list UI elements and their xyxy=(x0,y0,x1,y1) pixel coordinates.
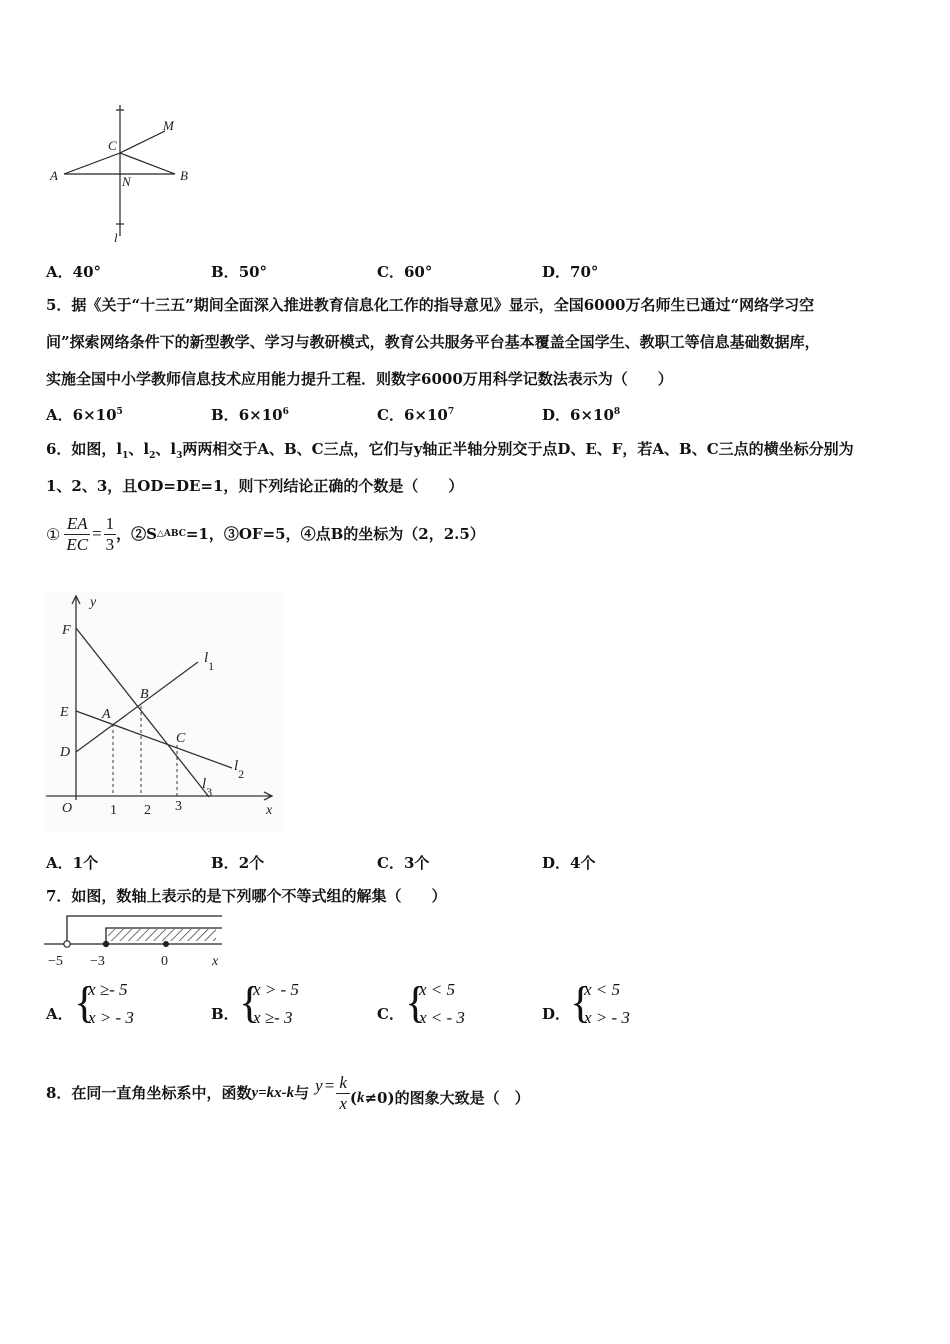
label-l3: $l_3$ xyxy=(202,776,213,799)
tick-1: 1 xyxy=(110,803,117,818)
q6-option-d[interactable]: D．4个 xyxy=(542,854,596,872)
label-l2: $l_2$ xyxy=(234,758,245,781)
label-minus5: −5 xyxy=(48,954,63,969)
label-f: F xyxy=(62,623,71,638)
q7-stem: 7．如图，数轴上表示的是下列哪个不等式组的解集（ ） xyxy=(46,887,447,905)
q4-option-b[interactable]: B．50° xyxy=(211,263,268,281)
q6-stem-line1: 6．如图，$l_1$、$l_2$、$l_3$两两相交于A、B、C三点，它们与y轴正半轴分别交于点D、E、F，若A、B、C三点的横坐标分别为 xyxy=(46,440,854,461)
q7-option-a[interactable]: A． { x ≥- 5 x > - 3 xyxy=(46,978,134,1027)
q6-stem-line2: 1、2、3，且OD=DE=1，则下列结论正确的个数是（ ） xyxy=(46,477,464,495)
fig4-ray-cm xyxy=(120,131,165,153)
q5-option-a[interactable]: A．$6\times 10^5$ xyxy=(46,406,123,424)
label-c: C xyxy=(176,731,186,746)
fig4-label-l: l xyxy=(114,230,118,245)
fig4-segment-cb xyxy=(120,153,175,174)
q6-option-b[interactable]: B．2个 xyxy=(211,854,265,872)
q6-option-a[interactable]: A．1个 xyxy=(46,854,99,872)
label-b: B xyxy=(140,687,149,702)
brace: { xyxy=(570,978,592,1027)
label-minus3: −3 xyxy=(90,954,105,969)
q7-option-d[interactable]: D． { x < 5 x > - 3 xyxy=(542,978,630,1027)
brace: { xyxy=(405,978,427,1027)
brace: { xyxy=(239,978,261,1027)
label-l1: $l_1$ xyxy=(204,650,215,673)
fig4-label-a: A xyxy=(50,168,58,183)
open-point-minus5 xyxy=(64,941,70,947)
fraction-ea-ec: $\frac{EA}{EC}$ xyxy=(66,513,89,554)
label-e: E xyxy=(60,705,69,720)
label-o: O xyxy=(62,801,73,816)
q4-option-a[interactable]: A．40° xyxy=(46,263,102,281)
q7-option-c[interactable]: C． { x < 5 x < - 3 xyxy=(377,978,465,1027)
fraction-k-over-x: $\frac{k}{x}$ xyxy=(336,1073,350,1114)
q6-option-c[interactable]: C．3个 xyxy=(377,854,430,872)
dot-minus3 xyxy=(103,941,109,947)
q7-number-line xyxy=(40,910,230,972)
fig4-label-m: M xyxy=(163,118,174,133)
circled-one: ① xyxy=(46,524,61,544)
fraction-one-third: $\frac{1}{3}$ xyxy=(105,513,115,554)
fig4-segment-ac xyxy=(64,153,120,174)
dot-zero xyxy=(163,941,169,947)
fig4-label-b: B xyxy=(180,168,188,183)
fig4-label-c: C xyxy=(108,138,117,153)
q4-option-d[interactable]: D．70° xyxy=(542,263,599,281)
label-d: D xyxy=(60,745,71,760)
q5-option-d[interactable]: D．$6\times 10^8$ xyxy=(542,406,621,424)
q4-option-c[interactable]: C．60° xyxy=(377,263,433,281)
brace: { xyxy=(74,978,96,1027)
tick-3: 3 xyxy=(175,799,182,814)
fig4-label-n: N xyxy=(122,174,131,189)
label-x: x xyxy=(266,803,273,818)
q5-option-b[interactable]: B．$6\times 10^6$ xyxy=(211,406,289,424)
q5-stem-line1: 5．据《关于“十三五”期间全面深入推进教育信息化工作的指导意见》显示，全国6000万名师生已通过“网络学习空 xyxy=(46,296,815,314)
tick-2: 2 xyxy=(144,803,151,818)
label-y: y xyxy=(90,595,97,610)
q6-graph xyxy=(44,592,284,832)
hatched-region xyxy=(108,929,216,941)
q6-conditions: ① $\frac{EA}{EC}$ = $\frac{1}{3}$ ，②S △ABC =1，③OF=5，④点B的坐标为（2，2.5） xyxy=(46,513,485,554)
label-zero: 0 xyxy=(161,954,168,969)
q5-option-c[interactable]: C．$6\times 10^7$ xyxy=(377,406,455,424)
q5-stem-line2: 间”探索网络条件下的新型教学、学习与教研模式，教育公共服务平台基本覆盖全国学生、教职工等信息基础数据库， xyxy=(46,333,820,351)
q5-stem-line3: 实施全国中小学教师信息技术应用能力提升工程．则数字6000万用科学记数法表示为（ ） xyxy=(46,370,673,388)
q8-stem: 8．在同一直角坐标系中，函数 y=kx-k 与 y = $\frac{k}{x}$ ( k ≠0)的图象大致是（ ） xyxy=(46,1072,530,1113)
label-x: x xyxy=(212,954,219,969)
label-a: A xyxy=(102,707,111,722)
fig4-diagram xyxy=(40,100,210,250)
q7-option-b[interactable]: B． { x > - 5 x ≥- 3 xyxy=(211,978,299,1027)
